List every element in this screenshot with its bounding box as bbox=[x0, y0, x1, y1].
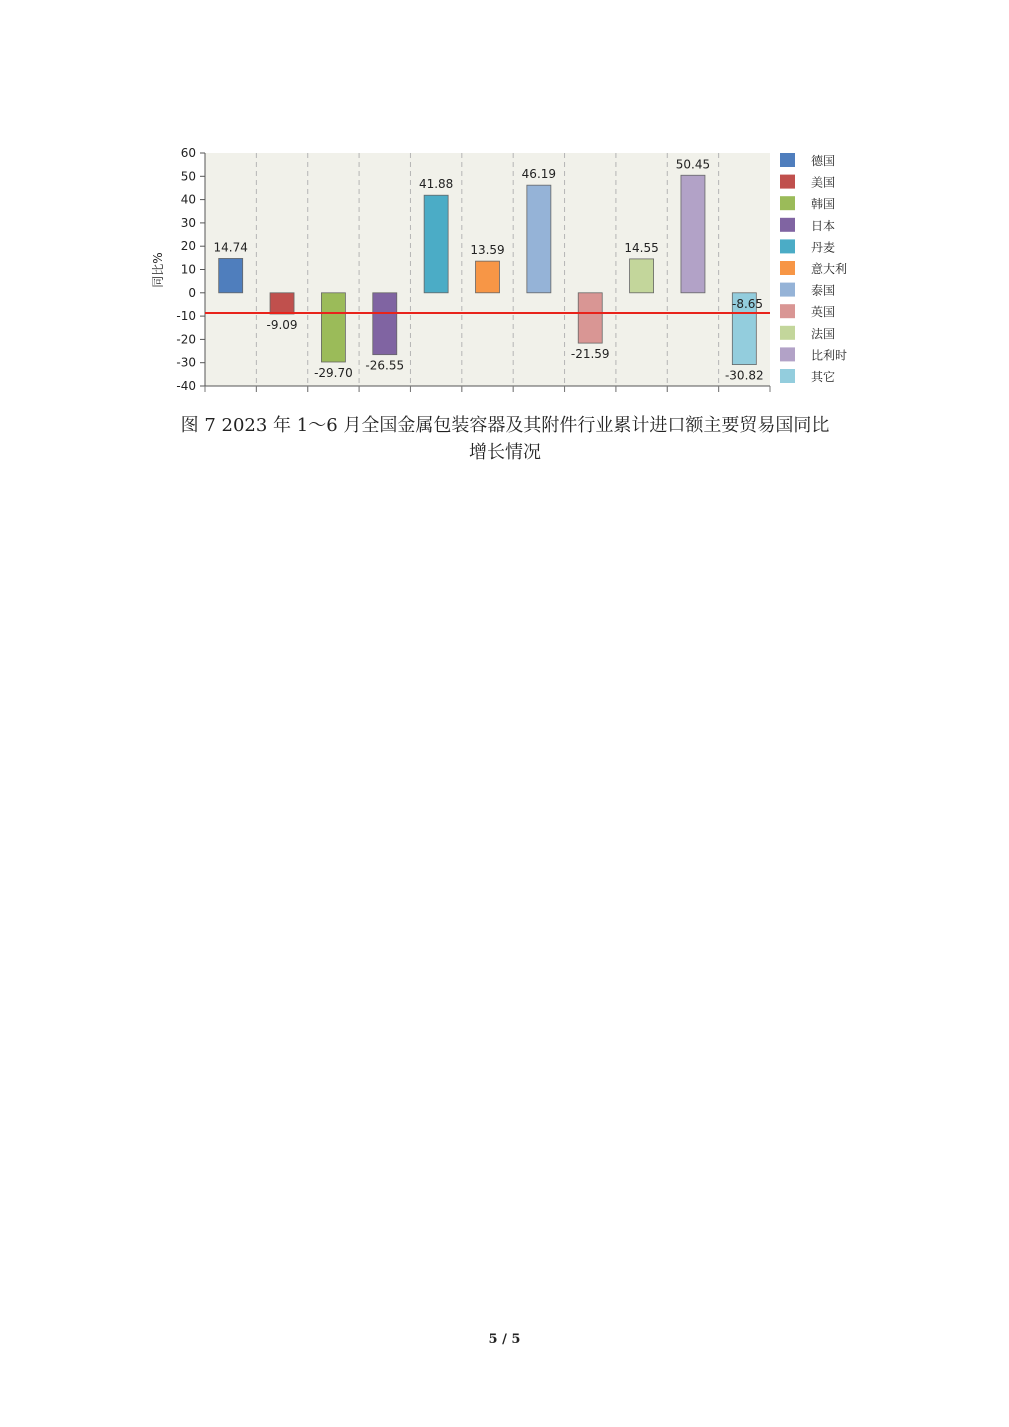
legend-swatch bbox=[780, 239, 795, 253]
legend-swatch bbox=[780, 369, 795, 383]
y-axis-label: 同比% bbox=[151, 252, 165, 288]
y-tick-label: 10 bbox=[180, 262, 196, 277]
bar-7 bbox=[527, 185, 551, 293]
bar-1 bbox=[219, 258, 243, 292]
legend-label: 比利时 bbox=[811, 348, 848, 363]
y-tick-label: 30 bbox=[180, 215, 196, 230]
bar-6 bbox=[476, 261, 500, 293]
y-tick-label: 60 bbox=[180, 146, 196, 160]
y-tick-label: 20 bbox=[180, 239, 196, 254]
bar-value-label: -9.09 bbox=[266, 317, 298, 332]
bar-value-label: 50.45 bbox=[675, 157, 711, 172]
legend-label: 日本 bbox=[811, 218, 836, 233]
bar-value-label: -26.55 bbox=[365, 358, 405, 373]
figure-caption bbox=[130, 412, 880, 466]
legend-swatch bbox=[780, 261, 795, 275]
y-tick-label: 40 bbox=[180, 192, 196, 207]
page-number: 5 / 5 bbox=[488, 1332, 521, 1347]
bar-value-label: 46.19 bbox=[521, 167, 557, 182]
bar-value-label: -29.70 bbox=[314, 366, 353, 381]
bar-value-label: -30.82 bbox=[724, 368, 764, 383]
bar-9 bbox=[630, 259, 654, 293]
legend bbox=[780, 153, 847, 384]
y-tick-label: -10 bbox=[176, 309, 196, 324]
bar-value-label: 41.88 bbox=[418, 177, 454, 192]
legend-swatch bbox=[780, 326, 795, 340]
legend-label: 英国 bbox=[811, 305, 836, 320]
legend-swatch bbox=[780, 153, 795, 167]
legend-swatch bbox=[780, 175, 795, 189]
y-tick-label: -30 bbox=[176, 355, 196, 370]
bar-value-label: -21.59 bbox=[570, 347, 610, 362]
legend-swatch bbox=[780, 218, 795, 232]
bar-value-label: 14.55 bbox=[624, 240, 659, 255]
legend-swatch bbox=[780, 283, 795, 297]
bar-5 bbox=[424, 195, 448, 293]
bar-2 bbox=[270, 293, 294, 314]
bar-10 bbox=[681, 175, 705, 293]
legend-swatch bbox=[780, 347, 795, 361]
y-tick-label: -40 bbox=[176, 379, 196, 393]
legend-label: 其它 bbox=[811, 370, 836, 384]
bar-chart bbox=[0, 0, 1009, 410]
caption-line-2: 增长情况 bbox=[469, 442, 541, 463]
legend-label: 丹麦 bbox=[811, 240, 836, 255]
legend-label: 韩国 bbox=[811, 197, 836, 212]
bar-value-label: 14.74 bbox=[213, 240, 248, 255]
legend-swatch bbox=[780, 304, 795, 318]
legend-label: 美国 bbox=[811, 175, 836, 190]
y-tick-label: -20 bbox=[176, 332, 196, 347]
y-tick-label: 0 bbox=[188, 285, 196, 300]
legend-label: 法国 bbox=[811, 326, 836, 341]
reference-line-label: -8.65 bbox=[732, 296, 764, 311]
legend-swatch bbox=[780, 196, 795, 210]
legend-label: 德国 bbox=[811, 154, 836, 168]
bar-8 bbox=[578, 293, 602, 343]
caption-line-1: 图 7 2023 年 1～6 月全国金属包装容器及其附件行业累计进口额主要贸易国同比 bbox=[180, 415, 830, 436]
bar-4 bbox=[373, 293, 397, 355]
y-tick-label: 50 bbox=[180, 169, 196, 184]
legend-label: 泰国 bbox=[811, 283, 836, 298]
bar-3 bbox=[321, 293, 345, 362]
bar-value-label: 13.59 bbox=[470, 243, 505, 258]
legend-label: 意大利 bbox=[811, 262, 848, 276]
